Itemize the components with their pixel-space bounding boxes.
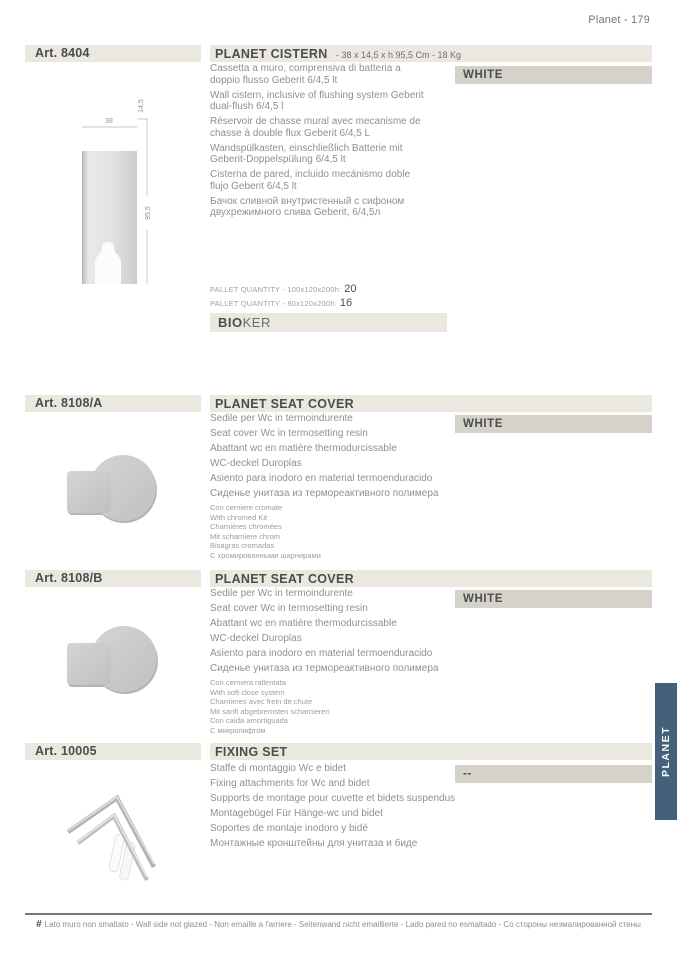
note-es: Con caída amortiguada bbox=[210, 716, 288, 725]
note-it: Con cerniere cromate bbox=[210, 503, 283, 512]
page-number-label: Planet - 179 bbox=[588, 14, 650, 26]
color-option-bar: WHITE bbox=[455, 415, 652, 433]
note-en: With soft close system bbox=[210, 687, 285, 697]
notes-list bbox=[210, 503, 470, 560]
article-number: Art. 8404 bbox=[25, 45, 201, 62]
note-it: Con cerniera rallentata bbox=[210, 678, 286, 687]
article-number: Art. 8108/A bbox=[25, 395, 201, 412]
footnote-text: Lato muro non smaltato - Wall side not glazed - Non emaille a l'arriere - Seitenwand nicht emaillierte - Lado pared no esmaltado - Со стороны неэмалированной стены bbox=[44, 920, 641, 929]
dim-width-label: 38 bbox=[105, 118, 113, 125]
product-title-bar bbox=[210, 395, 652, 412]
description-es: Cisterna de pared, incluido mecánismo doble flujo Geberit 6/4,5 lt bbox=[210, 169, 411, 192]
description-ru: Монтажные кронштейны для унитаза и биде bbox=[210, 838, 418, 849]
product-title: FIXING SET bbox=[215, 745, 288, 759]
description-en: Seat cover Wc in termosetting resin bbox=[210, 603, 368, 614]
pallet-row bbox=[210, 283, 357, 297]
cistern-technical-drawing bbox=[40, 92, 210, 292]
description-fr: Supports de montage pour cuvette et bidets suspendus bbox=[210, 793, 456, 804]
seat-cover-shape bbox=[67, 455, 157, 523]
note-es: Bisagras cromadas bbox=[210, 541, 275, 550]
color-option-bar: WHITE bbox=[455, 66, 652, 84]
description-it: Sedile per Wc in termoindurente bbox=[210, 413, 353, 424]
product-title: PLANET SEAT COVER bbox=[215, 572, 354, 586]
footnote-hash-icon: # bbox=[36, 919, 42, 930]
article-number: Art. 10005 bbox=[25, 743, 201, 760]
brand-name-rest: KER bbox=[242, 315, 271, 330]
product-title: PLANET CISTERN bbox=[215, 47, 328, 61]
description-fr: Abattant wc en matière thermodurcissable bbox=[210, 443, 397, 454]
description-list bbox=[210, 63, 428, 219]
brand-name-bold: BIO bbox=[218, 315, 243, 330]
anchor-plugs bbox=[107, 833, 137, 880]
description-en: Fixing attachments for Wc and bidet bbox=[210, 778, 370, 789]
product-title: PLANET SEAT COVER bbox=[215, 397, 354, 411]
pallet-label: PALLET QUANTITY - 100x120x200h: bbox=[210, 285, 342, 294]
color-option-bar: WHITE bbox=[455, 590, 652, 608]
description-ru: Сиденье унитаза из термореактивного полимера bbox=[210, 488, 439, 499]
seat-cover-image bbox=[58, 612, 168, 722]
description-es: Asiento para inodoro en material termoenduracido bbox=[210, 473, 433, 484]
note-de: Mit sanft abgebremsten scharnieren bbox=[210, 706, 330, 716]
note-ru: С хромированными шарнирами bbox=[210, 550, 321, 560]
note-de: Mit scharniere chrom bbox=[210, 531, 281, 541]
description-list bbox=[210, 413, 470, 500]
footnote bbox=[25, 919, 652, 930]
description-ru: Сиденье унитаза из термореактивного полимера bbox=[210, 663, 439, 674]
color-option-bar: -- bbox=[455, 765, 652, 783]
description-de: WC-deckel Duroplas bbox=[210, 458, 302, 469]
pallet-quantity-block bbox=[210, 283, 357, 310]
description-en: Wall cistern, inclusive of flushing system Geberit dual-flush 6/4,5 l bbox=[210, 89, 424, 112]
note-fr: Charnieres avec frein de chute bbox=[210, 697, 313, 706]
description-es: Soportes de montaje inodoro y bidé bbox=[210, 823, 368, 834]
description-es: Asiento para inodoro en material termoenduracido bbox=[210, 648, 433, 659]
description-fr: Réservoir de chasse mural avec mecanisme de chasse à double flux Geberit 6/4,5 L bbox=[210, 116, 421, 139]
description-it: Sedile per Wc in termoindurente bbox=[210, 588, 353, 599]
side-tab-planet bbox=[655, 683, 677, 820]
product-title-bar bbox=[210, 743, 652, 760]
brand-bar bbox=[210, 313, 447, 332]
description-de: Wandspülkasten, einschließlich Batterie mit Geberit-Doppelspülung 6/4,5 lt bbox=[210, 142, 403, 165]
description-ru: Бачок сливной внутристенный с сифоном двухрежимного слива Geberit, 6/4,5л bbox=[210, 195, 405, 218]
description-list bbox=[210, 763, 470, 850]
description-it: Cassetta a muro, comprensiva di batteria a doppio flusso Geberit 6/4,5 lt bbox=[210, 63, 401, 86]
pallet-label: PALLET QUANTITY - 80x120x200h: bbox=[210, 298, 337, 308]
dim-depth-label: 14,5 bbox=[138, 99, 145, 113]
seat-cover-shape bbox=[67, 626, 158, 694]
description-de: Montagebügel Für Hänge-wc und bidet bbox=[210, 808, 383, 819]
fixing-brackets bbox=[68, 797, 154, 881]
description-de: WC-deckel Duroplas bbox=[210, 633, 302, 644]
description-fr: Abattant wc en matière thermodurcissable bbox=[210, 618, 397, 629]
pallet-value: 16 bbox=[339, 296, 353, 309]
seat-cover-image bbox=[58, 442, 168, 552]
side-tab-label: PLANET bbox=[660, 726, 672, 777]
product-dimensions-label: - 38 x 14,5 x h 95,5 Cm - 18 Kg bbox=[336, 50, 462, 60]
article-number: Art. 8108/B bbox=[25, 570, 201, 587]
description-list bbox=[210, 588, 470, 675]
notes-list bbox=[210, 678, 470, 735]
note-ru: С микролифтом bbox=[210, 725, 266, 735]
description-it: Staffe di montaggio Wc e bidet bbox=[210, 763, 347, 774]
pallet-value: 20 bbox=[344, 283, 357, 295]
product-title-bar bbox=[210, 570, 652, 587]
note-fr: Charnières chromées bbox=[210, 522, 282, 531]
product-title-bar bbox=[210, 45, 652, 62]
footer-divider bbox=[25, 913, 652, 915]
dim-height-label: 95,5 bbox=[145, 206, 152, 220]
description-en: Seat cover Wc in termosetting resin bbox=[210, 428, 368, 439]
pallet-row bbox=[210, 297, 357, 311]
fixing-set-image bbox=[60, 785, 180, 895]
note-en: With chromed Kit bbox=[210, 512, 268, 522]
